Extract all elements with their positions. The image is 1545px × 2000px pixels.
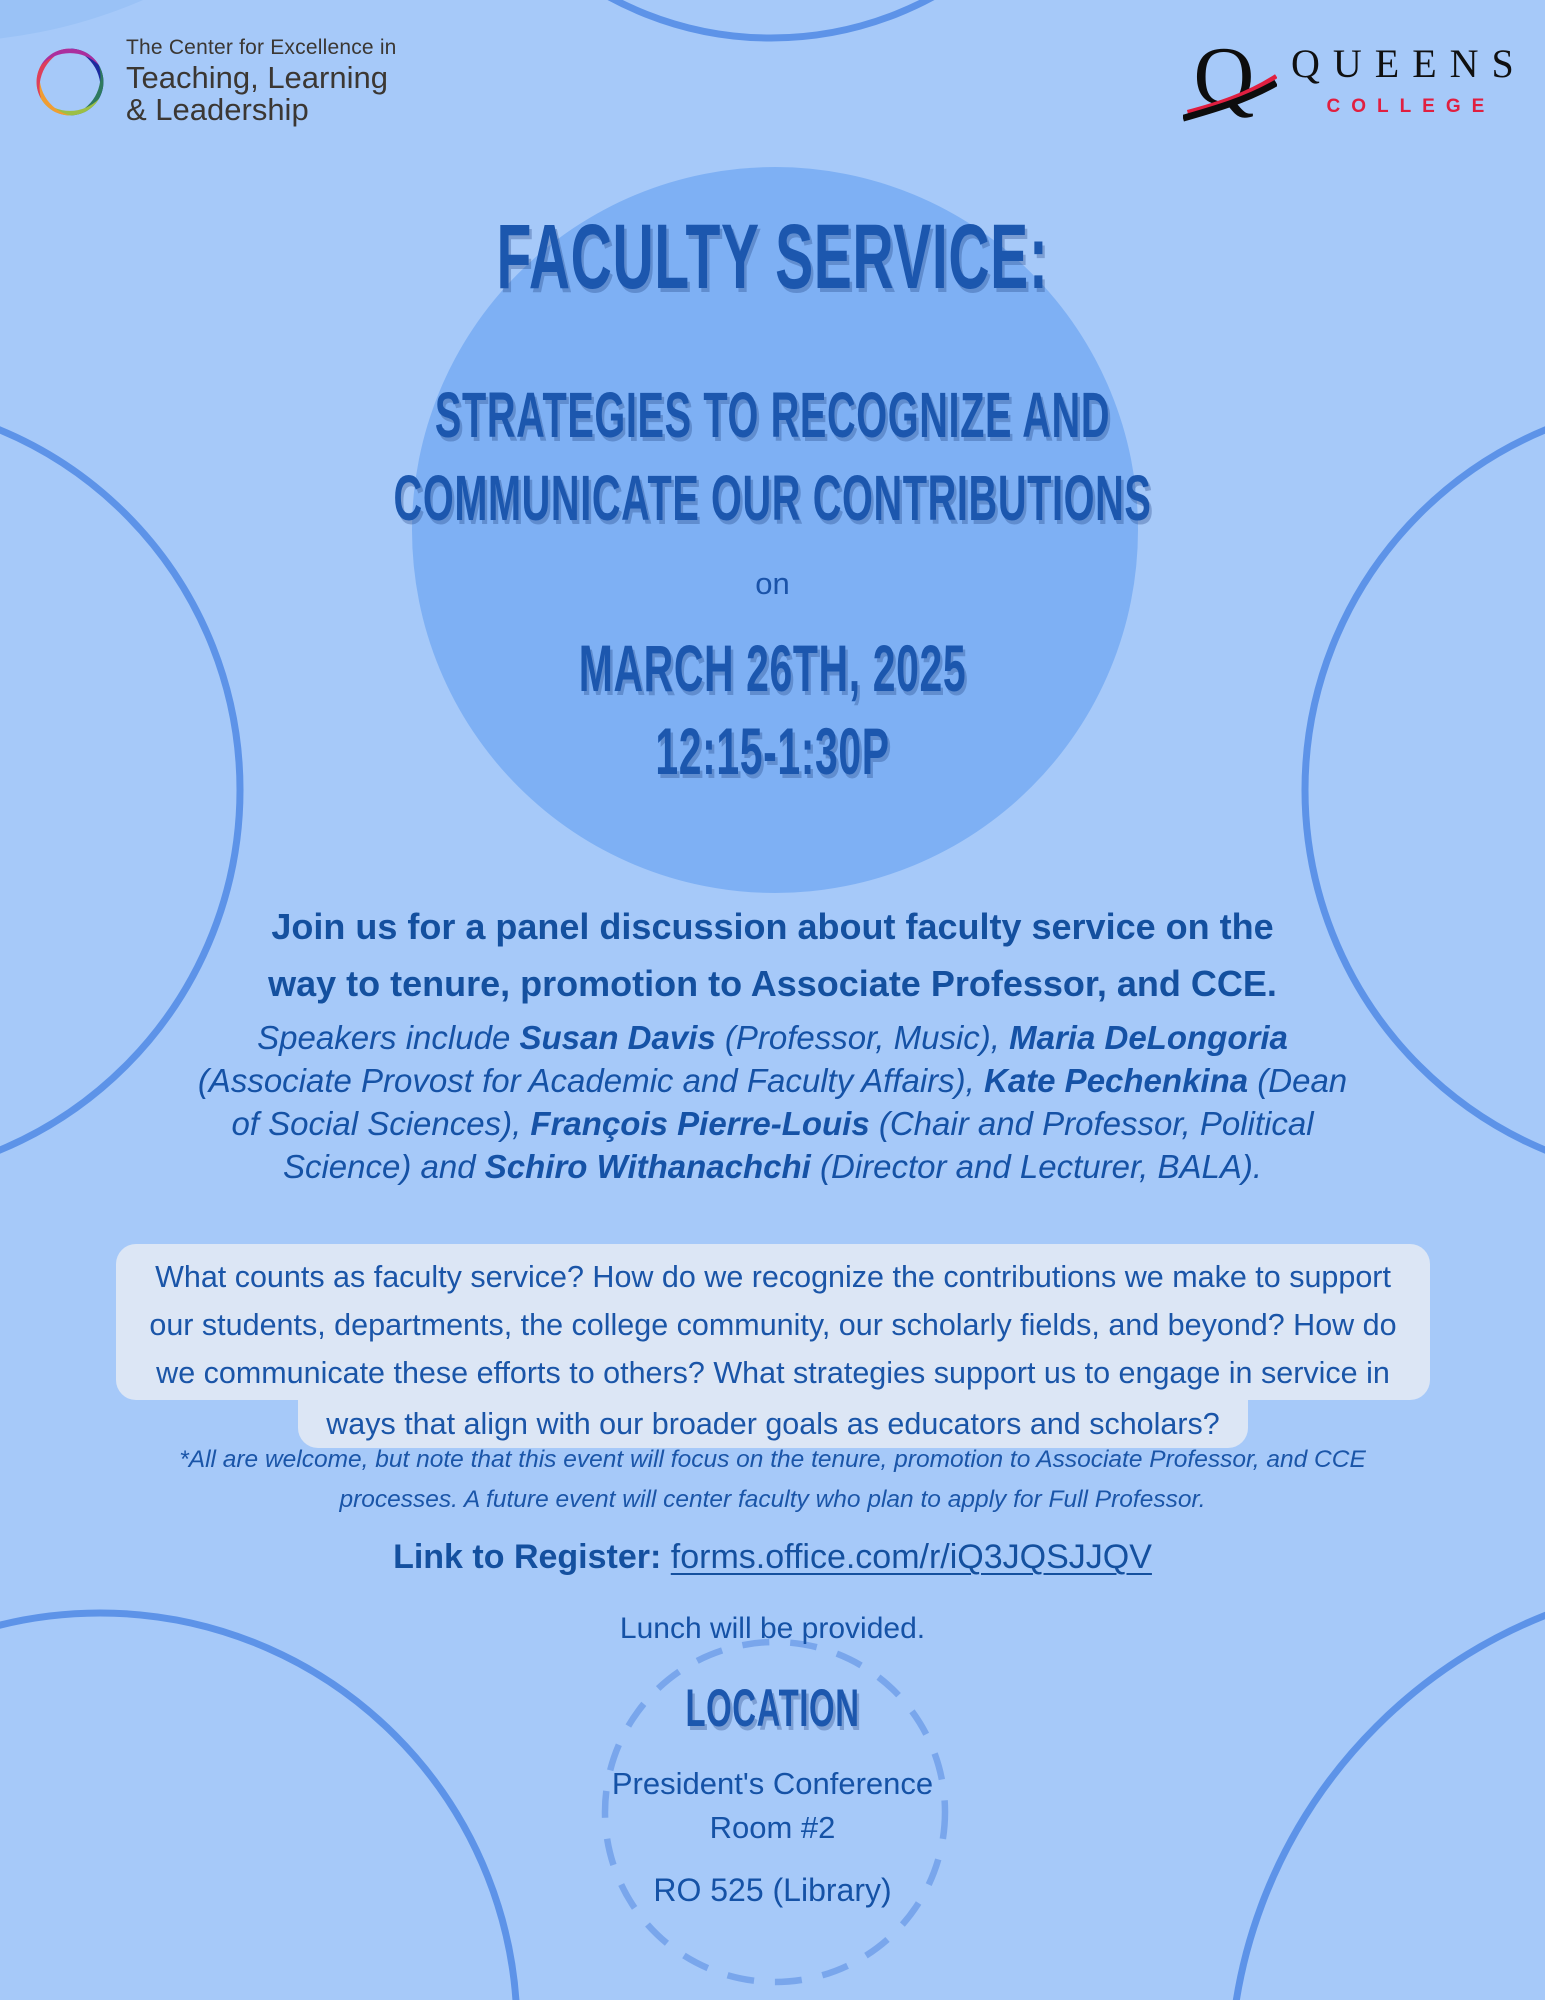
intro-text <box>0 898 1545 1012</box>
location-line2: Room #2 <box>709 1810 836 1845</box>
decorative-circle <box>432 0 1110 38</box>
footnote-line1: *All are welcome, but note that this event will focus on the tenure, promotion to Associate Professor, and CCE <box>179 1446 1366 1473</box>
intro-line1: Join us for a panel discussion about faculty service on the <box>271 906 1274 947</box>
questions-line: What counts as faculty service? How do we recognize the contributions we make to support <box>155 1260 1391 1294</box>
intro-line2: way to tenure, promotion to Associate Professor, and CCE. <box>268 963 1277 1004</box>
lunch-note: Lunch will be provided. <box>619 1612 926 1645</box>
ctl-logo-line1: The Center for Excellence in <box>126 36 397 60</box>
register-link[interactable]: forms.office.com/r/iQ3JQSJJQV <box>670 1538 1152 1576</box>
footnote-line2: processes. A future event will center faculty who plan to apply for Full Professor. <box>339 1486 1206 1513</box>
decorative-circle <box>0 1613 517 2000</box>
swirl-logo-icon <box>26 34 114 130</box>
questions-block <box>116 1244 1430 1400</box>
ctl-logo-line3: & Leadership <box>126 92 309 128</box>
event-time: 12:15-1:30P <box>655 714 890 788</box>
speakers-text <box>0 1016 1545 1188</box>
queens-q-letter: Q <box>1193 29 1255 123</box>
event-subtitle-line2: COMMUNICATE OUR CONTRIBUTIONS <box>393 462 1152 534</box>
register-label: Link to Register: <box>393 1538 662 1576</box>
event-preposition: on <box>755 566 790 601</box>
speakers-line: Speakers include Susan Davis (Professor, Music), Maria DeLongoria <box>257 1019 1288 1056</box>
questions-highlight <box>116 1244 1430 1448</box>
queens-wordmark: QUEENS <box>1291 41 1527 86</box>
college-wordmark: COLLEGE <box>1326 96 1496 117</box>
event-subtitle-line1: STRATEGIES TO RECOGNIZE AND <box>434 379 1111 451</box>
speakers-line: (Associate Provost for Academic and Faculty Affairs), Kate Pechenkina (Dean <box>197 1062 1348 1099</box>
location-line3: RO 525 (Library) <box>653 1872 892 1908</box>
location-line1: President's Conference <box>611 1766 934 1801</box>
ctl-logo-line2: Teaching, Learning <box>126 60 388 96</box>
location-title: LOCATION <box>685 1679 860 1738</box>
speakers-line: Science) and Schiro Withanachchi (Director and Lecturer, BALA). <box>282 1148 1263 1185</box>
register-row <box>0 1538 1545 1577</box>
questions-line: ways that align with our broader goals as educators and scholars? <box>298 1400 1247 1448</box>
event-date: MARCH 26TH, 2025 <box>578 631 967 705</box>
ctl-logo <box>26 34 397 130</box>
questions-line: we communicate these efforts to others? What strategies support us to engage in service in <box>156 1356 1390 1390</box>
footnote <box>0 1440 1545 1520</box>
speakers-line: of Social Sciences), François Pierre-Louis (Chair and Professor, Political <box>231 1105 1314 1142</box>
questions-line: our students, departments, the college community, our scholarly fields, and beyond? How do <box>149 1308 1397 1342</box>
queens-college-logo <box>1183 24 1527 132</box>
queens-q-icon <box>1183 24 1277 132</box>
event-title: FACULTY SERVICE: <box>496 206 1049 308</box>
